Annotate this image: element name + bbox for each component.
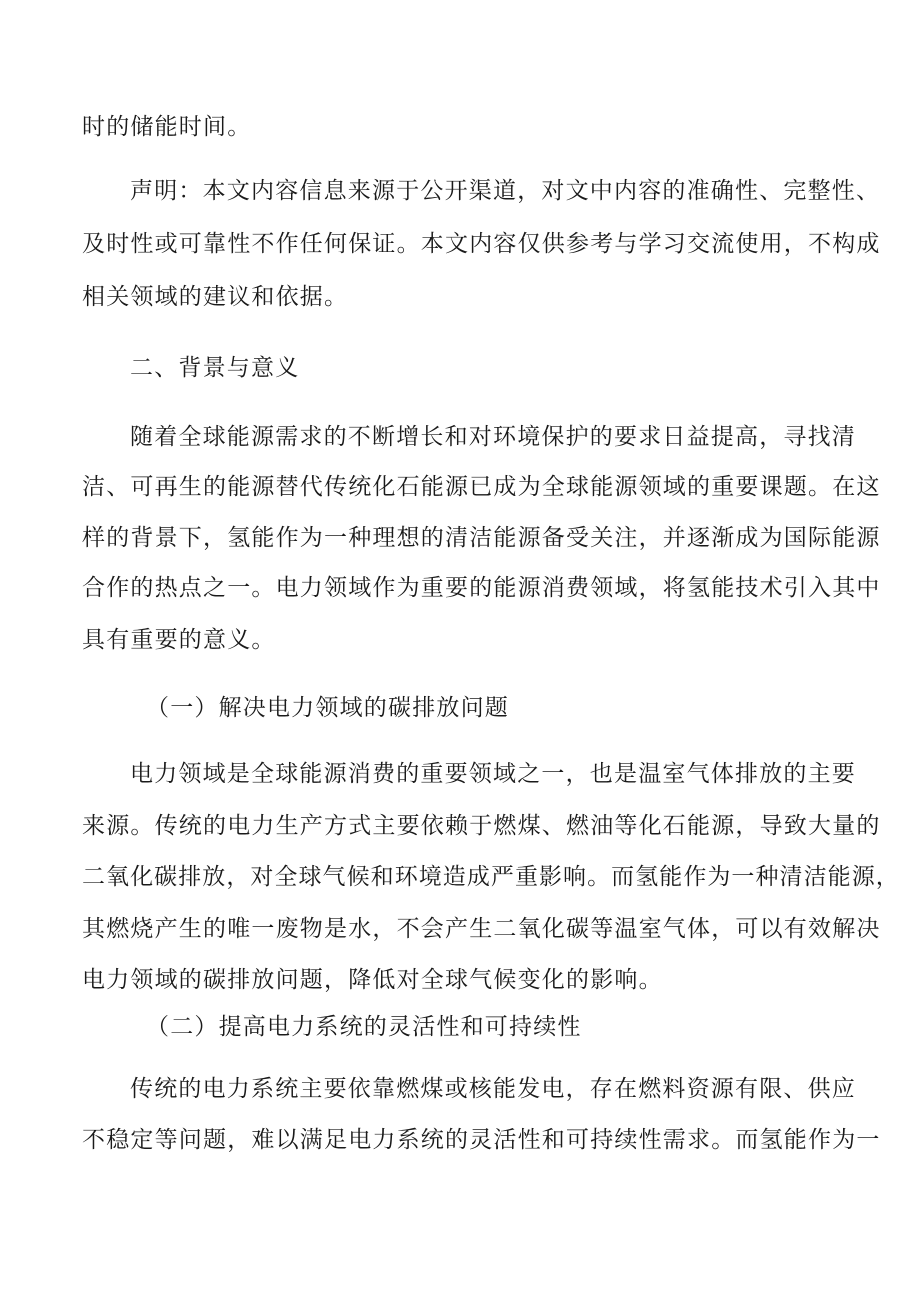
paragraph-line: 合作的热点之一。电力领域作为重要的能源消费领域，将氢能技术引入其中 <box>82 575 881 601</box>
paragraph-line: 不稳定等问题，难以满足电力系统的灵活性和可持续性需求。而氢能作为一 <box>82 1127 881 1153</box>
disclaimer-line: 及时性或可靠性不作任何保证。本文内容仅供参考与学习交流使用，不构成 <box>82 231 881 257</box>
subsection-heading: （一）解决电力领域的碳排放问题 <box>146 695 509 721</box>
paragraph-line: 电力领域的碳排放问题，降低对全球气候变化的影响。 <box>82 967 663 993</box>
paragraph-line: 传统的电力系统主要依靠燃煤或核能发电，存在燃料资源有限、供应 <box>130 1076 856 1102</box>
paragraph-line: 洁、可再生的能源替代传统化石能源已成为全球能源领域的重要课题。在这 <box>82 474 881 500</box>
paragraph-line: 二氧化碳排放，对全球气候和环境造成严重影响。而氢能作为一种清洁能源， <box>82 864 900 890</box>
subsection-heading: （二）提高电力系统的灵活性和可持续性 <box>146 1014 582 1040</box>
paragraph-line: 具有重要的意义。 <box>82 627 276 653</box>
paragraph-line: 来源。传统的电力生产方式主要依赖于燃煤、燃油等化石能源，导致大量的 <box>82 813 881 839</box>
disclaimer-line: 相关领域的建议和依据。 <box>82 284 349 310</box>
disclaimer-line: 声明：本文内容信息来源于公开渠道，对文中内容的准确性、完整性、 <box>130 178 881 204</box>
paragraph-line: 随着全球能源需求的不断增长和对环境保护的要求日益提高，寻找清 <box>130 424 856 450</box>
paragraph-line: 电力领域是全球能源消费的重要领域之一，也是温室气体排放的主要 <box>130 761 856 787</box>
text-line: 时的储能时间。 <box>82 114 252 140</box>
paragraph-line: 其燃烧产生的唯一废物是水，不会产生二氧化碳等温室气体，可以有效解决 <box>82 916 881 942</box>
section-heading: 二、背景与意义 <box>130 355 300 381</box>
paragraph-line: 样的背景下，氢能作为一种理想的清洁能源备受关注，并逐渐成为国际能源 <box>82 525 881 551</box>
